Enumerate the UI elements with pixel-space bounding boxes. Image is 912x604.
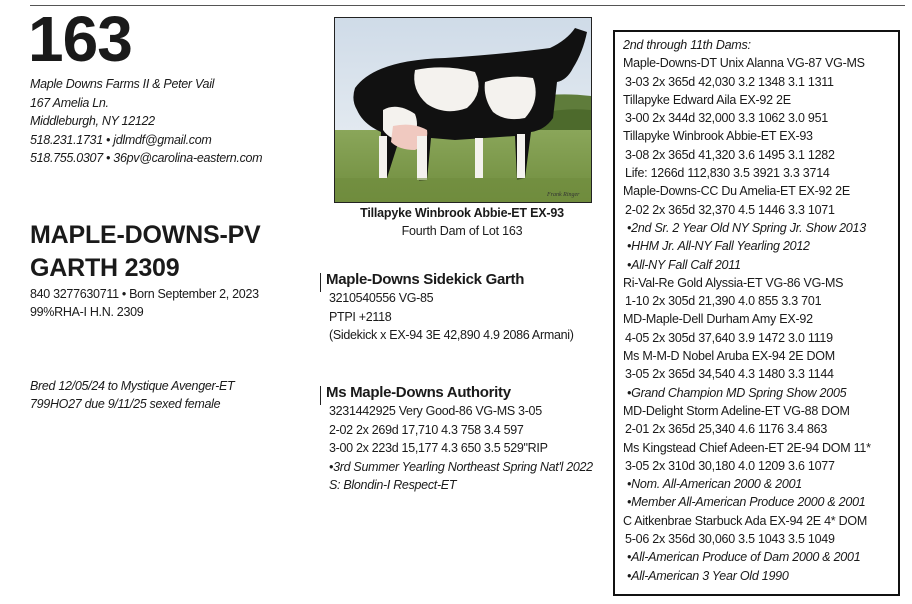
consignor-address: 167 Amelia Ln. <box>30 95 109 110</box>
dam-ancestor-name: C Aitkenbrae Starbuck Ada EX-94 2E 4* DOM <box>623 513 868 528</box>
dam-ancestor-note: •Grand Champion MD Spring Show 2005 <box>627 385 847 400</box>
top-rule <box>30 5 905 6</box>
dam-ancestor-note: •All-NY Fall Calf 2011 <box>627 257 741 272</box>
dams-box <box>613 30 900 596</box>
animal-name-line-2: GARTH 2309 <box>30 254 180 282</box>
consignor-contact-1: 518.231.1731 • jdlmdf@gmail.com <box>30 132 212 147</box>
dam-line: 3-00 2x 223d 15,177 4.3 650 3.5 529"RIP <box>329 441 548 455</box>
dam-ancestor-note: •Member All-American Produce 2000 & 2001 <box>627 495 866 510</box>
dam-ancestor-record: 3-03 2x 365d 42,030 3.2 1348 3.1 1311 <box>625 74 834 89</box>
dam-ancestor-name: Tillapyke Winbrook Abbie-ET EX-93 <box>623 129 813 144</box>
dam-ancestor-note: •2nd Sr. 2 Year Old NY Spring Jr. Show 2013 <box>627 220 866 235</box>
sire-bar <box>320 273 321 292</box>
dam-ancestor-name: Tillapyke Edward Aila EX-92 2E <box>623 92 791 107</box>
breeding-info <box>30 377 234 413</box>
dams-header: 2nd through 11th Dams: <box>623 38 751 52</box>
consignor-block <box>30 75 262 168</box>
dam-ancestor-record: 3-05 2x 365d 34,540 4.3 1480 3.3 1144 <box>625 367 834 382</box>
consignor-name: Maple Downs Farms II & Peter Vail <box>30 77 215 91</box>
dam-block <box>320 383 593 495</box>
consignor-contact-2: 518.755.0307 • 36pv@carolina-eastern.com <box>30 151 263 165</box>
lot-number: 163 <box>28 3 132 75</box>
sire-line: 3210540556 VG-85 <box>329 291 434 305</box>
dam-ancestor-record: 3-05 2x 310d 30,180 4.0 1209 3.6 1077 <box>625 458 835 473</box>
dam-ancestor-name: Ri-Val-Re Gold Alyssia-ET VG-86 VG-MS <box>623 275 844 290</box>
cow-photo <box>334 17 592 203</box>
dam-ancestor-name: MD-Delight Storm Adeline-ET VG-88 DOM <box>623 403 850 418</box>
dam-note: •3rd Summer Yearling Northeast Spring Nat'l 2022 <box>329 459 593 474</box>
dam-ancestor-note: •HHM Jr. All-NY Fall Yearling 2012 <box>627 239 810 254</box>
dam-bar <box>320 386 321 405</box>
cow-photo-illustration <box>335 18 591 202</box>
sire-block <box>320 270 574 345</box>
dams-content <box>623 36 871 585</box>
dam-ancestor-record: 2-01 2x 365d 25,340 4.6 1176 3.4 863 <box>625 422 828 437</box>
dam-service: S: Blondin-I Respect-ET <box>329 478 457 492</box>
dam-name: Ms Maple-Downs Authority <box>326 384 511 401</box>
photo-watermark: Frank Ringer <box>547 192 580 198</box>
sire-name: Maple-Downs Sidekick Garth <box>326 271 525 288</box>
dam-ancestor-name: MD-Maple-Dell Durham Amy EX-92 <box>623 312 813 327</box>
animal-name-line-1: MAPLE-DOWNS-PV <box>30 221 261 249</box>
sire-line: (Sidekick x EX-94 3E 42,890 4.9 2086 Armani) <box>329 328 574 342</box>
dam-ancestor-record: 3-08 2x 365d 41,320 3.6 1495 3.1 1282 <box>625 147 835 162</box>
dam-ancestor-name: Maple-Downs-CC Du Amelia-ET EX-92 2E <box>623 184 850 199</box>
photo-caption <box>334 204 590 240</box>
dam-ancestor-record: 3-00 2x 344d 32,000 3.3 1062 3.0 951 <box>625 111 828 126</box>
dam-ancestor-record: Life: 1266d 112,830 3.5 3921 3.3 3714 <box>625 166 830 181</box>
dam-ancestor-note: •All-American 3 Year Old 1990 <box>627 568 789 583</box>
dam-ancestor-record: 4-05 2x 305d 37,640 3.9 1472 3.0 1119 <box>625 330 833 345</box>
sire-line: PTPI +2118 <box>329 309 392 324</box>
dam-ancestor-record: 1-10 2x 305d 21,390 4.0 855 3.3 701 <box>625 294 822 309</box>
photo-caption-name: Tillapyke Winbrook Abbie-ET EX-93 <box>360 206 564 220</box>
bred-line-1: Bred 12/05/24 to Mystique Avenger-ET <box>30 379 235 393</box>
dam-ancestor-name: Ms M-M-D Nobel Aruba EX-94 2E DOM <box>623 349 835 364</box>
dam-ancestor-note: •Nom. All-American 2000 & 2001 <box>627 477 802 492</box>
dam-ancestor-name: Ms Kingstead Chief Adeen-ET 2E-94 DOM 11* <box>623 440 871 455</box>
dam-line: 2-02 2x 269d 17,710 4.3 758 3.4 597 <box>329 422 524 437</box>
dam-ancestor-note: •All-American Produce of Dam 2000 & 2001 <box>627 550 861 565</box>
dam-line: 3231442925 Very Good-86 VG-MS 3-05 <box>329 404 542 418</box>
registration-line: 840 3277630711 • Born September 2, 2023 <box>30 287 259 301</box>
photo-caption-sub: Fourth Dam of Lot 163 <box>401 224 523 238</box>
dam-ancestor-record: 5-06 2x 356d 30,060 3.5 1043 3.5 1049 <box>625 532 835 547</box>
hn-line: 99%RHA-I H.N. 2309 <box>30 305 144 319</box>
dam-ancestor-record: 2-02 2x 365d 32,370 4.5 1446 3.3 1071 <box>625 202 835 217</box>
bred-line-2: 799HO27 due 9/11/25 sexed female <box>30 397 221 411</box>
animal-name <box>30 219 261 285</box>
consignor-city: Middleburgh, NY 12122 <box>30 114 155 128</box>
dam-ancestor-name: Maple-Downs-DT Unix Alanna VG-87 VG-MS <box>623 56 865 71</box>
registration-block <box>30 285 259 321</box>
